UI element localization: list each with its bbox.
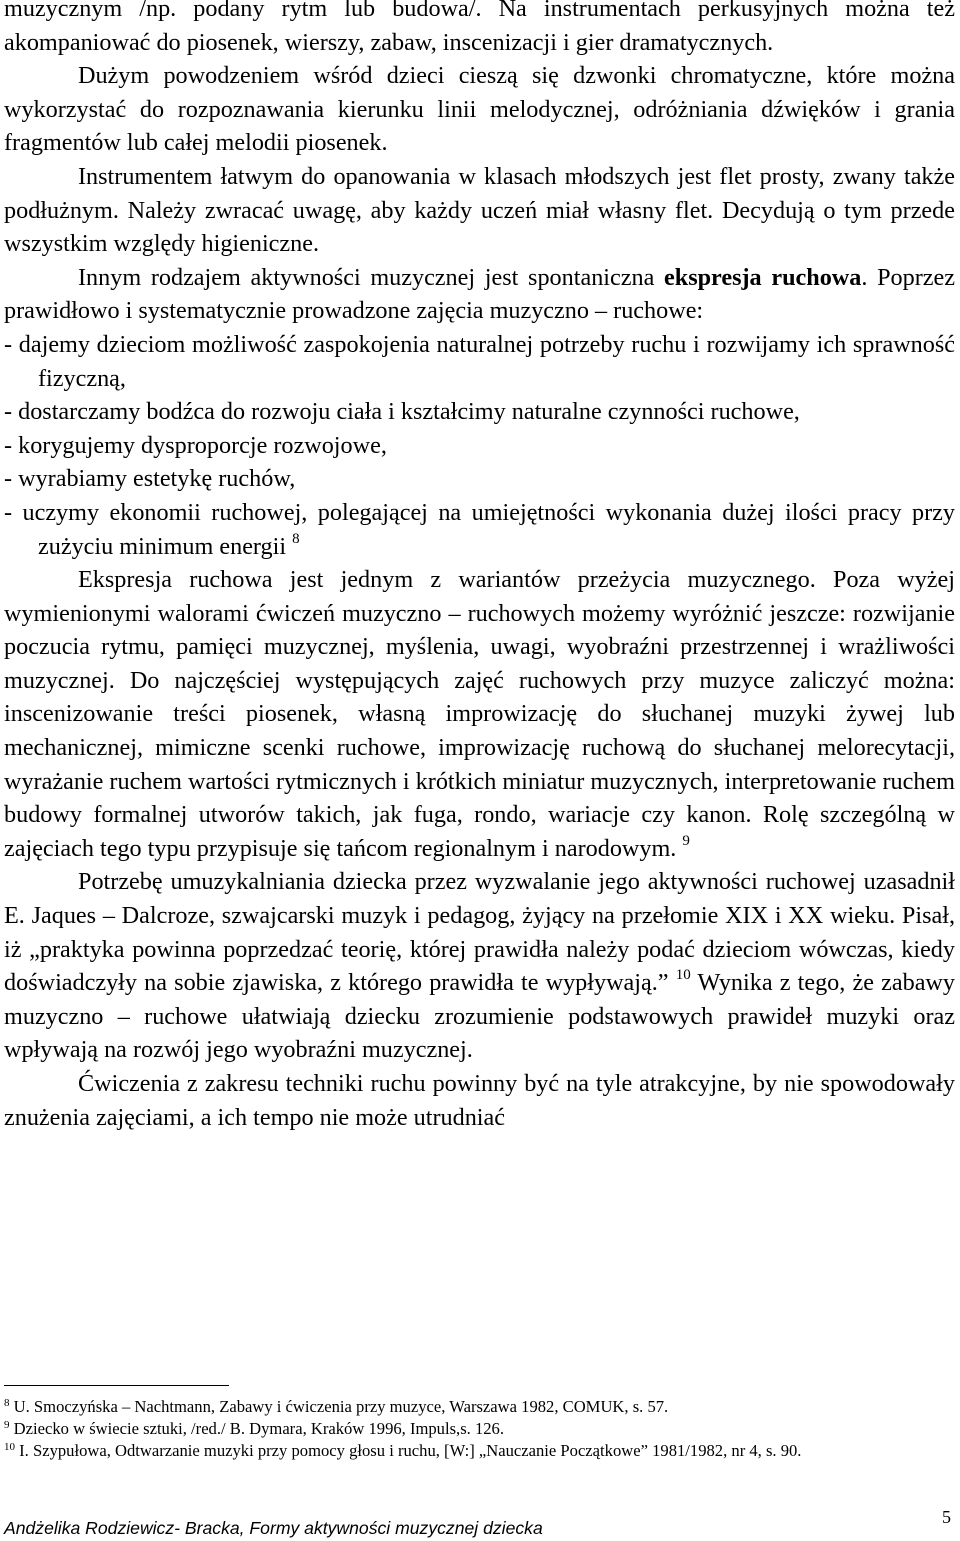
paragraph-4 xyxy=(4,261,955,328)
bold-term-ekspresja-ruchowa: ekspresja ruchowa xyxy=(664,263,862,291)
paragraph-6-text-start: Potrzebę umuzykalniania dziecka przez wyzwalanie jego aktywności ruchowej uzasadnił E. Jaques – Dalcroze, szwajcarski muzyk i pedagog, żyjący na przełomie XIX i XX wieku. Pisał, iż „praktyka powinna poprzedzać teorię, której prawidła należy podać dzieciom wówczas, kiedy doświadczyły na sobie zjawiska, z którego prawidła te wypływają.” xyxy=(4,868,955,997)
list-item: - korygujemy dysproporcje rozwojowe, xyxy=(4,431,387,459)
footnote-number: 8 xyxy=(4,1397,10,1409)
page-number: 5 xyxy=(942,1507,951,1527)
paragraph-6-text-end: Wynika z tego, że zabawy muzyczno – ruchowe ułatwiają dziecku zrozumienie podstawowych prawideł muzyki oraz wpływają na rozwój jego wyobraźni muzycznej. xyxy=(4,969,955,1064)
paragraph-6 xyxy=(4,865,955,1067)
footnote-9 xyxy=(4,1418,954,1440)
body-text xyxy=(4,0,955,1134)
paragraph-7: Ćwiczenia z zakresu techniki ruchu powinny być na tyle atrakcyjne, by nie spowodowały znużenia zajęciami, a ich tempo nie może utrudniać xyxy=(4,1070,955,1131)
list-item: - wyrabiamy estetykę ruchów, xyxy=(4,465,296,493)
paragraph-5 xyxy=(4,563,955,865)
paragraph-5-text: Ekspresja ruchowa jest jednym z wariantów przeżycia muzycznego. Poza wyżej wymienionymi walorami ćwiczeń muzyczno – ruchowych możemy wyróżnić jeszcze: rozwijanie poczucia rytmu, pamięci muzycznej, myślenia, uwagi, wyobraźni przestrzennej i wrażliwości muzycznej. Do najczęściej występujących zajęć ruchowych przy muzyce zaliczyć można: inscenizowanie treści piosenek, własną improwizację do słuchanej muzyki żywej lub mechanicznej, mimiczne scenki ruchowe, improwizację ruchową do słuchanej melorecytacji, wyrażanie ruchem wartości rytmicznych i krótkich miniatur muzycznych, interpretowanie ruchem budowy formalnej utworów takich, jak fuga, rondo, wariacje czy kanon. Rolę szczególną w zajęciach tego typu przypisuje się tańcom regionalnym i narodowym. xyxy=(4,566,956,862)
footnote-number: 9 xyxy=(4,1419,10,1431)
footnote-ref-9: 9 xyxy=(682,832,690,849)
list-item: - dostarczamy bodźca do rozwoju ciała i kształcimy naturalne czynności ruchowe, xyxy=(4,398,800,426)
paragraph-2: Dużym powodzeniem wśród dzieci cieszą się dzwonki chromatyczne, które można wykorzystać do rozpoznawania kierunku linii melodycznej, odróżniania dźwięków i grania fragmentów lub całej melodii piosenek. xyxy=(4,62,955,157)
list-item-last xyxy=(4,496,955,563)
footnote-ref-10: 10 xyxy=(675,967,691,984)
footnote-ref-8: 8 xyxy=(292,530,300,547)
footnote-text: Dziecko w świecie sztuki, /red./ B. Dymara, Kraków 1996, Impuls,s. 126. xyxy=(13,1419,504,1438)
paragraph-1: muzycznym /np. podany rytm lub budowa/. Na instrumentach perkusyjnych można też akompaniować do piosenek, wierszy, zabaw, inscenizacji i gier dramatycznych. xyxy=(4,0,955,56)
paragraph-3: Instrumentem łatwym do opanowania w klasach młodszych jest flet prosty, zwany także podłużnym. Należy zwracać uwagę, aby każdy uczeń miał własny flet. Decydują o tym przede wszystkim względy higieniczne. xyxy=(4,162,955,258)
footer-author: Andżelika Rodziewicz- Bracka, Formy aktywności muzycznej dziecka xyxy=(4,1518,543,1538)
footnote-8 xyxy=(4,1396,954,1418)
footnote-text: U. Smoczyńska – Nachtmann, Zabawy i ćwiczenia przy muzyce, Warszawa 1982, COMUK, s. 57. xyxy=(13,1397,669,1416)
list-item: - dajemy dzieciom możliwość zaspokojenia naturalnej potrzeby ruchu i rozwijamy ich sprawność fizyczną, xyxy=(4,330,955,392)
footnote-divider xyxy=(4,1385,229,1386)
footnote-10 xyxy=(4,1440,954,1462)
footnote-number: 10 xyxy=(4,1441,15,1453)
footnote-text: I. Szypułowa, Odtwarzanie muzyki przy pomocy głosu i ruchu, [W:] „Nauczanie Początkowe” 1981/1982, nr 4, s. 90. xyxy=(19,1441,802,1460)
paragraph-4-text-end: . Poprzez prawidłowo i systematycznie prowadzone zajęcia muzyczno – ruchowe: xyxy=(4,263,955,325)
list-item-text: - uczymy ekonomii ruchowej, polegającej na umiejętności wykonania dużej ilości pracy przy zużyciu minimum energii xyxy=(4,498,955,560)
paragraph-4-text-start: Innym rodzajem aktywności muzycznej jest spontaniczna xyxy=(78,263,664,291)
footnotes xyxy=(4,1396,954,1462)
